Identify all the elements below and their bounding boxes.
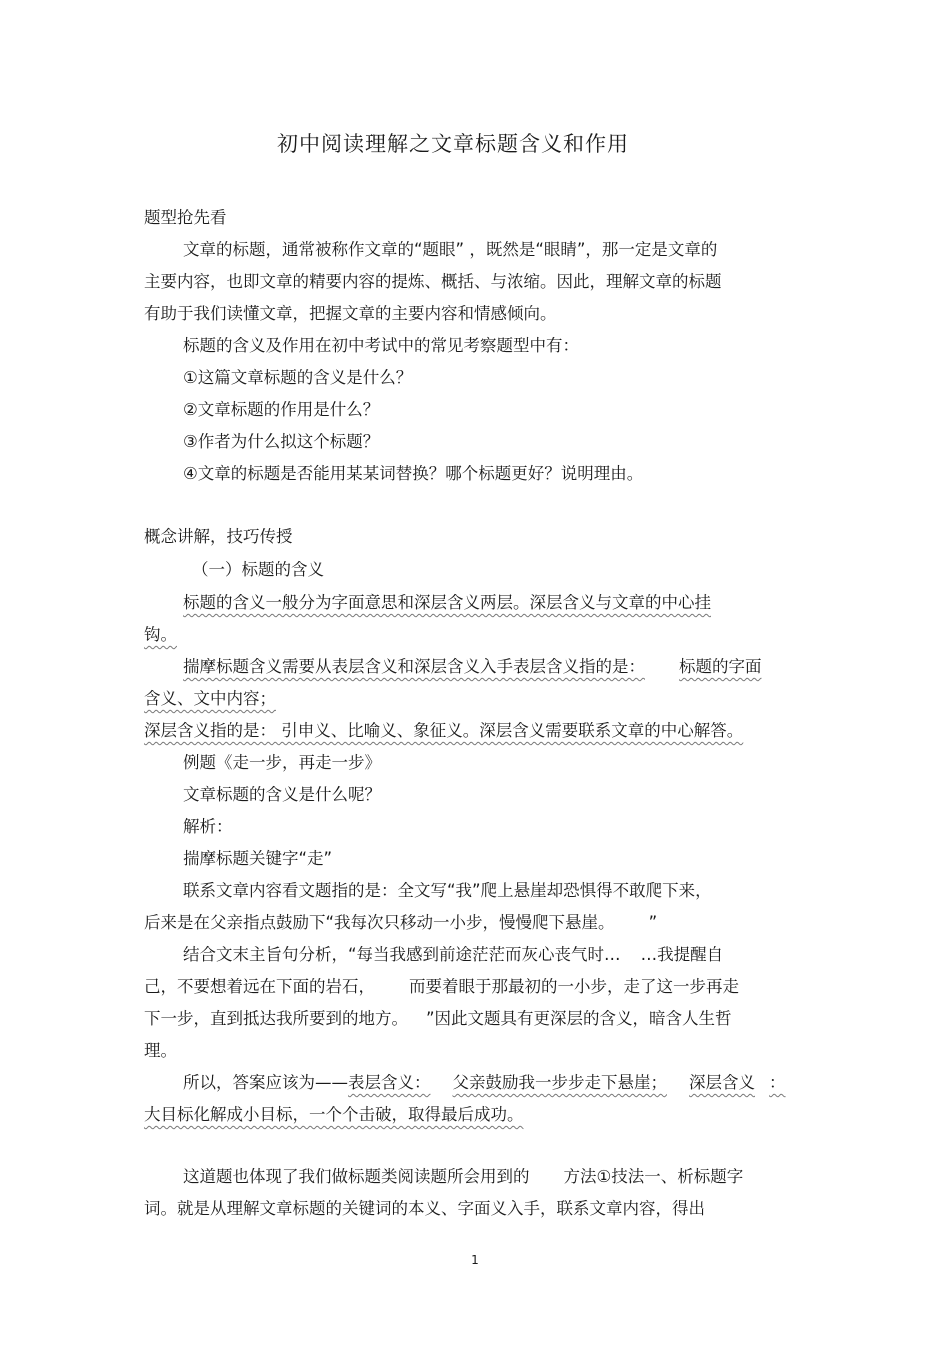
underlined-text: 深层含义指的是： 引申义、比喻义、象征义。深层含义需要联系文章的中心解答。 xyxy=(144,721,744,740)
underlined-text: 标题的字面 xyxy=(679,657,762,676)
paragraph-line: 己，不要想着远在下面的岩石， 而要着眼于那最初的一小步，走了这一步再走 xyxy=(144,977,739,996)
example-title: 例题《走一步，再走一步》 xyxy=(183,753,381,772)
underlined-text: 表层含义： xyxy=(348,1073,431,1092)
question-item: ③作者为什么拟这个标题？ xyxy=(183,432,380,451)
question-item: ②文章标题的作用是什么？ xyxy=(183,400,380,419)
paragraph-line: 后来是在父亲指点鼓励下“我每次只移动一小步，慢慢爬下悬崖。 ” xyxy=(144,913,658,932)
paragraph-line: 联系文章内容看文题指的是：全文写“我”爬上悬崖却恐惧得不敢爬下来， xyxy=(183,881,712,900)
paragraph-line: 下一步，直到抵达我所要到的地方。 ”因此文题具有更深层的含义，暗含人生哲 xyxy=(144,1009,732,1028)
underlined-text: ： xyxy=(769,1073,786,1092)
page-number: 1 xyxy=(471,1253,479,1267)
underlined-text: 父亲鼓励我一步步走下悬崖； xyxy=(452,1073,667,1092)
paragraph-line: 标题的含义及作用在初中考试中的常见考察题型中有： xyxy=(183,336,579,355)
underlined-text: 含义、文中内容； xyxy=(144,689,276,708)
question-item: ①这篇文章标题的含义是什么？ xyxy=(183,368,413,387)
answer-line xyxy=(144,1103,524,1127)
document-title: 初中阅读理解之文章标题含义和作用 xyxy=(277,132,629,156)
paragraph-line: 揣摩标题关键字“走” xyxy=(183,849,333,868)
paragraph-line: 主要内容，也即文章的精要内容的提炼、概括、与浓缩。因此，理解文章的标题 xyxy=(144,272,722,291)
example-question: 文章标题的含义是什么呢？ xyxy=(183,785,381,804)
paragraph-line xyxy=(183,591,711,615)
paragraph-line xyxy=(144,687,276,711)
paragraph-line xyxy=(144,623,177,647)
paragraph-line: 这道题也体现了我们做标题类阅读题所会用到的 方法①技法一、析标题字 xyxy=(183,1167,744,1186)
underlined-text: 钩。 xyxy=(144,625,177,644)
section-heading-preview: 题型抢先看 xyxy=(144,208,227,227)
section-heading-concepts: 概念讲解，技巧传授 xyxy=(144,527,293,546)
answer-line: 所以，答案应该为——表层含义： 父亲鼓励我一步步走下悬崖； 深层含义 ： xyxy=(183,1073,786,1092)
underlined-text: 深层含义 xyxy=(689,1073,755,1092)
paragraph-line: 理。 xyxy=(144,1041,177,1060)
paragraph-line: 结合文末主旨句分析，“每当我感到前途茫茫而灰心丧气时… …我提醒自 xyxy=(183,945,724,964)
underlined-text: 标题的含义一般分为字面意思和深层含义两层。深层含义与文章的中心挂 xyxy=(183,593,711,612)
paragraph-line: 词。就是从理解文章标题的关键词的本义、字面义入手，联系文章内容，得出 xyxy=(144,1199,705,1218)
paragraph-line: 有助于我们读懂文章，把握文章的主要内容和情感倾向。 xyxy=(144,304,557,323)
underlined-text: 大目标化解成小目标，一个个击破，取得最后成功。 xyxy=(144,1105,524,1124)
question-item: ④文章的标题是否能用某某词替换？哪个标题更好？说明理由。 xyxy=(183,464,644,483)
paragraph-line: 文章的标题，通常被称作文章的“题眼” ，既然是“眼睛”，那一定是文章的 xyxy=(183,240,718,259)
analysis-label: 解析： xyxy=(183,817,233,836)
paragraph-line xyxy=(144,719,743,743)
paragraph-line xyxy=(183,655,762,679)
subheading-meaning: （一）标题的含义 xyxy=(192,560,324,579)
underlined-text: 揣摩标题含义需要从表层含义和深层含义入手表层含义指的是： xyxy=(183,657,645,676)
